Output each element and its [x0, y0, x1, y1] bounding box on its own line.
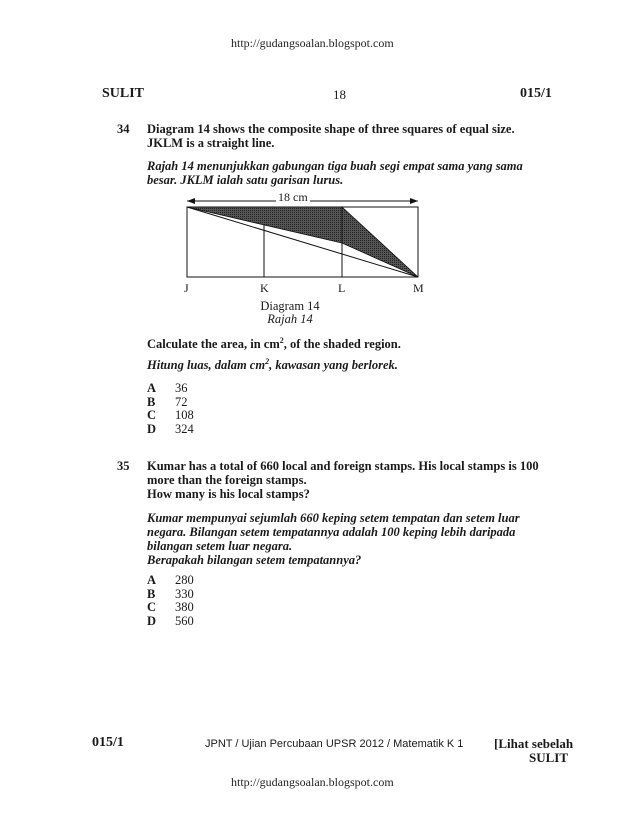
diagram-caption-en: Diagram 14	[260, 299, 320, 313]
q34-option-b[interactable]: B 72	[147, 394, 188, 409]
footer-sulit: SULIT	[529, 750, 569, 765]
point-label-m: M	[413, 281, 424, 295]
question-35-number: 35	[117, 459, 130, 473]
q34-line-1: Diagram 14 shows the composite shape of three squares of equal size.	[147, 122, 515, 136]
point-label-l: L	[338, 281, 346, 295]
arrow-right-icon	[410, 198, 418, 204]
page-number: 18	[333, 87, 346, 102]
arrow-left-icon	[187, 198, 195, 204]
header-sulit: SULIT	[102, 86, 145, 101]
bottom-url: http://gudangsoalan.blogspot.com	[231, 775, 394, 789]
q34-prompt-ms: Hitung luas, dalam $cm^2$, kawasan yang berlorek.	[147, 357, 398, 373]
footer-lihat-sebelah: [Lihat sebelah	[494, 736, 574, 751]
header-code: 015/1	[520, 86, 552, 101]
q35-line-3: How many is his local stamps?	[147, 487, 310, 501]
q35-option-b[interactable]: B 330	[147, 586, 194, 601]
dimension-label: 18 cm	[278, 190, 308, 204]
q35-option-d[interactable]: D 560	[147, 613, 194, 628]
q34-options	[147, 382, 194, 436]
question-35-text	[147, 459, 547, 567]
q34-line-2: JKLM is a straight line.	[147, 136, 275, 150]
point-label-k: K	[260, 281, 269, 295]
q34-ms-line-2: besar. JKLM ialah satu garisan lurus.	[147, 173, 344, 187]
q34-option-a[interactable]: A 36	[147, 381, 188, 395]
q34-ms-line-1: Rajah 14 menunjukkan gabungan tiga buah segi empat sama yang sama	[147, 159, 523, 173]
q35-ms-line-4: Berapakah bilangan setem tempatannya?	[147, 553, 362, 567]
footer-center-text: JPNT / Ujian Percubaan UPSR 2012 / Matematik K 1	[205, 738, 464, 750]
q35-ms-line-1: Kumar mempunyai sejumlah 660 keping setem tempatan dan setem luar	[147, 511, 520, 525]
question-34-number: 34	[117, 122, 130, 136]
question-34-text	[147, 122, 547, 187]
diagram-caption-ms: Rajah 14	[267, 312, 313, 326]
q35-line-1: Kumar has a total of 660 local and foreign stamps. His local stamps is 100	[147, 459, 539, 473]
q34-option-c[interactable]: C 108	[147, 408, 194, 422]
q35-line-2: more than the foreign stamps.	[147, 473, 307, 487]
q34-prompt-en: Calculate the area, in $cm^2$, of the shaded region.	[147, 336, 401, 352]
point-label-j: J	[184, 281, 189, 295]
q35-ms-line-2: negara. Bilangan setem tempatannya adalah 100 keping lebih daripada	[147, 525, 516, 539]
shaded-region-triangle	[342, 207, 418, 277]
q35-options	[147, 574, 194, 628]
q35-option-a[interactable]: A 280	[147, 573, 194, 587]
q35-option-c[interactable]: C 380	[147, 600, 194, 614]
q34-option-d[interactable]: D 324	[147, 421, 194, 436]
top-url: http://gudangsoalan.blogspot.com	[231, 36, 394, 50]
footer-code: 015/1	[92, 735, 124, 750]
q35-ms-line-3: bilangan setem luar negara.	[147, 539, 293, 553]
